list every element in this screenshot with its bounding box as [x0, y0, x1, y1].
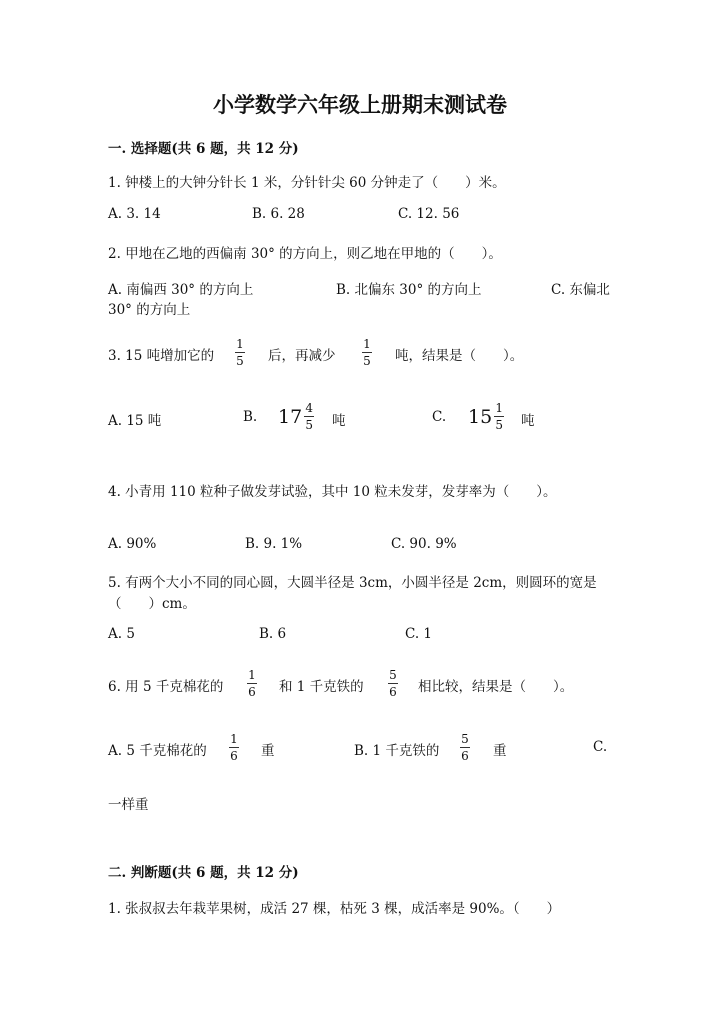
section-heading-choice: 一. 选择题(共 6 题，共 12 分) — [108, 141, 299, 157]
question-3-part2: 后，再减少 — [268, 348, 336, 364]
q3-c-whole: 15 — [468, 406, 493, 428]
q3-fraction-1-denominator: 5 — [236, 354, 244, 368]
q6-b-numerator: 5 — [461, 732, 469, 746]
fraction-bar — [304, 416, 314, 417]
q6-option-c-continued: 一样重 — [108, 797, 149, 813]
q6-fraction-2-numerator: 5 — [389, 668, 397, 682]
question-4-text: 4. 小青用 110 粒种子做发芽试验，其中 10 粒未发芽，发芽率为（ ）。 — [108, 484, 557, 500]
q2-option-b[interactable]: B. 北偏东 30° 的方向上 — [336, 282, 482, 298]
q3-option-c-unit: 吨 — [521, 413, 535, 429]
q1-option-c[interactable]: C. 12. 56 — [398, 206, 460, 222]
q3-fraction-1 — [235, 338, 245, 368]
q6-fraction-1-numerator: 1 — [248, 668, 256, 682]
q6-option-b-unit: 重 — [493, 743, 507, 759]
q3-c-numerator: 1 — [495, 401, 503, 415]
fraction-bar — [362, 352, 372, 353]
q3-b-denominator: 5 — [305, 418, 313, 432]
question-6-part1: 6. 用 5 千克棉花的 — [108, 679, 224, 695]
question-3-part1: 3. 15 吨增加它的 — [108, 348, 215, 364]
q3-fraction-1-numerator: 1 — [236, 337, 244, 351]
q6-a-denominator: 6 — [230, 749, 238, 763]
q6-fraction-1-denominator: 6 — [248, 685, 256, 699]
q6-fraction-1 — [247, 669, 257, 699]
judgement-question-1-text: 1. 张叔叔去年栽苹果树，成活 27 棵，枯死 3 棵，成活率是 90%。（ ） — [108, 901, 561, 917]
fraction-bar — [460, 747, 470, 748]
q6-option-a-label[interactable]: A. 5 千克棉花的 — [108, 743, 207, 759]
q2-option-c-continued: 30° 的方向上 — [108, 302, 191, 318]
q1-option-b[interactable]: B. 6. 28 — [252, 206, 305, 222]
q4-option-b[interactable]: B. 9. 1% — [245, 536, 303, 552]
q3-fraction-2-numerator: 1 — [363, 337, 371, 351]
question-1-text: 1. 钟楼上的大钟分针长 1 米，分针针尖 60 分钟走了（ ）米。 — [108, 175, 506, 191]
q6-fraction-2 — [388, 669, 398, 699]
q6-fraction-2-denominator: 6 — [389, 685, 397, 699]
q5-option-c[interactable]: C. 1 — [405, 626, 433, 642]
q3-option-c-mixed-number — [468, 402, 504, 432]
q5-option-b[interactable]: B. 6 — [259, 626, 287, 642]
question-6-part3: 相比较，结果是（ ）。 — [418, 679, 574, 695]
q3-b-numerator: 4 — [305, 401, 313, 415]
section-heading-judgement: 二. 判断题(共 6 题，共 12 分) — [108, 865, 299, 881]
question-2-text: 2. 甲地在乙地的西偏南 30° 的方向上，则乙地在甲地的（ ）。 — [108, 246, 502, 262]
question-5-text: 5. 有两个大小不同的同心圆，大圆半径是 3cm，小圆半径是 2cm，则圆环的宽是 — [108, 575, 597, 591]
q6-option-b-label[interactable]: B. 1 千克铁的 — [354, 743, 440, 759]
page-title: 小学数学六年级上册期末测试卷 — [213, 92, 507, 117]
q3-option-a[interactable]: A. 15 吨 — [108, 413, 162, 429]
q6-option-c-label[interactable]: C. — [593, 739, 608, 755]
q3-c-fraction — [494, 402, 504, 432]
question-6-part2: 和 1 千克铁的 — [279, 679, 364, 695]
q3-c-denominator: 5 — [495, 418, 503, 432]
q6-option-a-fraction — [229, 733, 239, 763]
q3-b-fraction — [304, 402, 314, 432]
q2-option-a[interactable]: A. 南偏西 30° 的方向上 — [108, 282, 254, 298]
q6-option-a-unit: 重 — [261, 743, 275, 759]
q4-option-c[interactable]: C. 90. 9% — [391, 536, 457, 552]
q3-fraction-2 — [362, 338, 372, 368]
q3-fraction-2-denominator: 5 — [363, 354, 371, 368]
q3-b-whole: 17 — [278, 406, 303, 428]
fraction-bar — [494, 416, 504, 417]
q6-a-numerator: 1 — [230, 732, 238, 746]
q3-option-b-unit: 吨 — [332, 413, 346, 429]
question-3-part3: 吨，结果是（ ）。 — [395, 348, 524, 364]
q6-option-b-fraction — [460, 733, 470, 763]
fraction-bar — [229, 747, 239, 748]
q3-option-b-mixed-number — [278, 402, 314, 432]
q3-option-b-label[interactable]: B. — [243, 409, 258, 425]
fraction-bar — [247, 683, 257, 684]
q1-option-a[interactable]: A. 3. 14 — [108, 206, 161, 222]
q6-b-denominator: 6 — [461, 749, 469, 763]
question-5-text-continued: （ ）cm。 — [108, 596, 196, 612]
fraction-bar — [388, 683, 398, 684]
q4-option-a[interactable]: A. 90% — [108, 536, 157, 552]
q2-option-c[interactable]: C. 东偏北 — [551, 282, 610, 298]
q5-option-a[interactable]: A. 5 — [108, 626, 135, 642]
fraction-bar — [235, 352, 245, 353]
q3-option-c-label[interactable]: C. — [432, 409, 447, 425]
